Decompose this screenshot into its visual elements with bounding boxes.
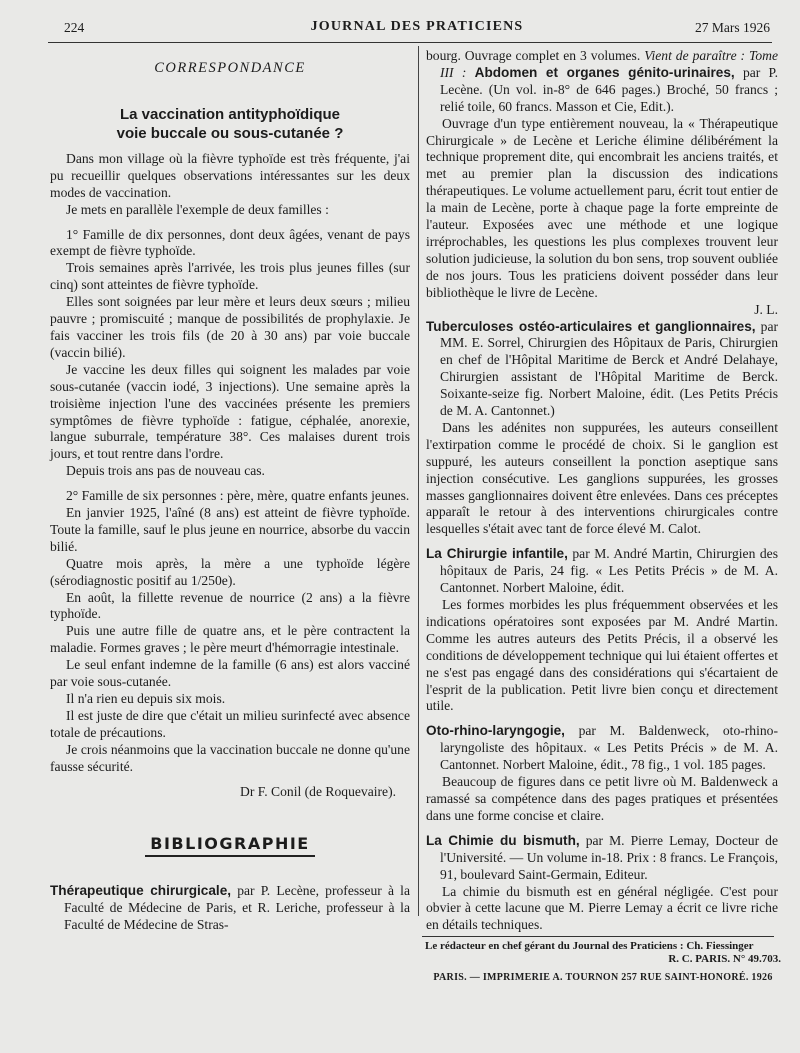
left-column <box>50 52 410 934</box>
editor-notice <box>425 940 781 966</box>
editor-line: Le rédacteur en chef gérant du Journal des Praticiens : Ch. Fiessinger <box>425 940 754 952</box>
registration-line: R. C. PARIS. N° 49.703. <box>668 953 781 965</box>
article-title-line-1: La vaccination antityphoïdique <box>119 105 341 123</box>
article-title <box>50 105 410 143</box>
spacer <box>426 715 778 723</box>
spacer <box>50 480 410 488</box>
paragraph: Dans mon village où la fièvre typhoïde est très fréquente, j'ai pu recueillir quelques observations intéressantes sur les deux modes de vaccination. <box>50 150 410 200</box>
issue-date: 27 Mars 1926 <box>695 20 770 35</box>
biblio-note: Vient de paraître : Tome III : <box>440 48 778 80</box>
bibliography-rule <box>145 855 315 857</box>
biblio-reference: bourg. Ouvrage complet en 3 volumes. <box>426 48 641 63</box>
footer-rule <box>422 936 774 937</box>
paragraph: Le seul enfant indemne de la famille (6 ans) est alors vacciné par voie sous-cutanée. <box>50 657 410 690</box>
page-number: 224 <box>64 20 85 35</box>
paragraph: Quatre mois après, la mère a une typhoïde légère (sérodiagnostic positif au 1/250e). <box>50 555 410 588</box>
review-body: Beaucoup de figures dans ce petit livre où M. Baldenweck a ramassé sa compétence dans des pages pratiques et présentées dans une forme concise et claire. <box>426 774 778 823</box>
biblio-reference: par P. Lecène. (Un vol. in-8° de 646 pages.) Broché, 50 francs ; relié toile, 60 francs. Masson et Cie, Edit.). <box>440 64 778 114</box>
paragraph: Depuis trois ans pas de nouveau cas. <box>66 463 265 479</box>
biblio-entry-continued <box>426 48 778 116</box>
right-column <box>426 48 778 934</box>
paragraph: Trois semaines après l'arrivée, les trois plus jeunes filles (sur cinq) sont atteintes de fièvre typhoïde. <box>50 260 410 293</box>
biblio-entry <box>426 723 778 774</box>
paragraph: Il n'a rien eu depuis six mois. <box>66 691 226 706</box>
paragraph: Je vaccine les deux filles qui soignent les malades par voie sous-cutanée (vaccin iodé, 3 injections). Une semaine après la troisième injection l'une des vaccinées présente les premiers symptômes de fièvre typhoïde : fatigue, céphalée, anorexie, langue suburrale, température 38°. Ces malaises durent trois jours, et tout rentre dans l'ordre. <box>50 361 410 462</box>
paragraph: Elles sont soignées par leur mère et leurs deux sœurs ; milieu pauvre ; promiscuité ; manque de possibilités de prophylaxie. Je fais vacciner les trois fils (de 20 à 30 ans) par voie buccale (vaccin bilié). <box>50 294 410 360</box>
biblio-reference: par M. Pierre Lemay, Docteur de l'Université. — Un volume in-18. Prix : 8 francs. Le François, 91, boulevard Saint-Germain, Editeur. <box>440 832 778 882</box>
header-rule <box>48 42 772 43</box>
review-body: Dans les adénites non suppurées, les auteurs conseillent l'extirpation comme le procédé de choix. Si le ganglion est suppuré, les auteurs conseillent la ponction aseptique sans injection consécutive. Les ganglions suppurées, les grosses masses ganglionnaires doivent être enlevées. Dans ces préceptes apparaît le retour à des interventions chirurgicales contre lesquelles s'était avec tant de force élevé M. Calot. <box>426 419 778 537</box>
biblio-reference: par M. André Martin, Chirurgien des hôpitaux de Paris, 24 fig. « Les Petits Précis » de M. A. Cantonnet. Norbert Maloine, édit. <box>440 546 778 596</box>
page-header <box>64 16 770 40</box>
review-body: Les formes morbides les plus fréquemment observées et les indications opératoires sont exposées par M. André Martin. Comme les autres auteurs des Petits Précis, il a observé les conditions de développement technique qui lui étaient offertes et ne s'est pas engagé dans des considérations qui s'écartaient de l'esprit de la publication. Petit livre bien conçu et directement utile. <box>426 597 778 714</box>
printer-line: PARIS. — IMPRIMERIE A. TOURNON 257 RUE SAINT-HONORÉ. 1926 <box>433 972 773 983</box>
paragraph: Puis une autre fille de quatre ans, et le père contractent la maladie. Formes graves ; le père meurt d'hémorragie intestinale. <box>50 623 410 656</box>
biblio-entry <box>426 319 778 420</box>
biblio-reference: par M. Baldenweck, oto-rhino-laryngoliste des hôpitaux. « Les Petits Précis » de M. A. Cantonnet. Norbert Maloine, édit., 78 fig., 1 vol. 185 pages. <box>440 723 778 773</box>
bibliography-heading: BIBLIOGRAPHIE <box>150 834 310 854</box>
biblio-title: La Chimie du bismuth, <box>426 832 580 848</box>
signature: Dr F. Conil (de Roquevaire). <box>240 783 396 799</box>
biblio-title: Tuberculoses ostéo-articulaires et ganglionnaires, <box>426 318 756 334</box>
paragraph: 2° Famille de six personnes : père, mère, quatre enfants jeunes. <box>66 488 410 504</box>
paragraph: En août, la fillette revenue de nourrice (2 ans) a la fièvre typhoïde. <box>50 589 410 622</box>
journal-title: JOURNAL DES PRATICIENS <box>310 19 524 34</box>
biblio-title: La Chirurgie infantile, <box>426 546 568 562</box>
spacer <box>426 538 778 546</box>
column-divider <box>418 46 419 916</box>
section-heading: CORRESPONDANCE <box>154 60 306 76</box>
paragraph: Il est juste de dire que c'était un milieu surinfecté avec absence totale de précautions. <box>50 707 410 740</box>
paragraph: En janvier 1925, l'aîné (8 ans) est atteint de fièvre typhoïde. Toute la famille, sauf le plus jeune en nourrice, absorbe du vaccin bilié. <box>50 505 410 554</box>
paragraph: 1° Famille de dix personnes, dont deux âgées, venant de pays exempt de fièvre typhoïde. <box>50 226 410 259</box>
spacer <box>50 219 410 227</box>
spacer <box>426 825 778 833</box>
biblio-reference: par MM. E. Sorrel, Chirurgien des Hôpitaux de Paris, Chirurgien en chef de l'Hôpital Maritime de Berck et André Delahaye, Chirurgien assistant de l'Hôpital Maritime de Berck. Soixante-seize fig. Norbert Maloine, édit. (Les Petits Précis de M. A. Cantonnet.) <box>440 318 778 419</box>
review-body: La chimie du bismuth est en général négligée. C'est pour obvier à cette lacune que M. Pierre Lemay a écrit ce livre riche en détails techniques. <box>426 883 778 933</box>
biblio-entry <box>426 546 778 597</box>
paragraph: Je crois néanmoins que la vaccination buccale ne donne qu'une fausse sécurité. <box>50 741 410 774</box>
biblio-title: Oto-rhino-laryngogie, <box>426 723 565 739</box>
biblio-reference: par P. Lecène, professeur à la Faculté de Médecine de Paris, et R. Leriche, professeur à la Faculté de Médecine de Stras- <box>64 883 410 933</box>
paragraph: Je mets en parallèle l'exemple de deux familles : <box>66 201 329 217</box>
review-body: Ouvrage d'un type entièrement nouveau, la « Thérapeutique Chirurgicale » de Lecène et Leriche élimine délibérément la technique proprement dite, qui encombrait les anciens traités, et met au premier plan la discussion des indications thérapeutiques. Le volume actuellement paru, écrit tout entier de la main de Lecène, porte à chaque page la forte empreinte de l'auteur. Exposées avec une méthode et une logique irréprochables, les questions les plus complexes trouvent leur solution judicieuse, la solution du bon sens, trop souvent oubliée de nos jours. Tous les praticiens doivent posséder dans leur bibliothèque le livre de Lecène. <box>426 115 778 300</box>
reviewer-initials: J. L. <box>754 301 778 317</box>
biblio-entry <box>50 883 410 934</box>
biblio-subtitle: Abdomen et organes génito-urinaires, <box>474 64 735 80</box>
article-title-line-2: voie buccale ou sous-cutanée ? <box>116 124 344 142</box>
biblio-title: Thérapeutique chirurgicale, <box>50 883 232 899</box>
biblio-entry <box>426 833 778 884</box>
